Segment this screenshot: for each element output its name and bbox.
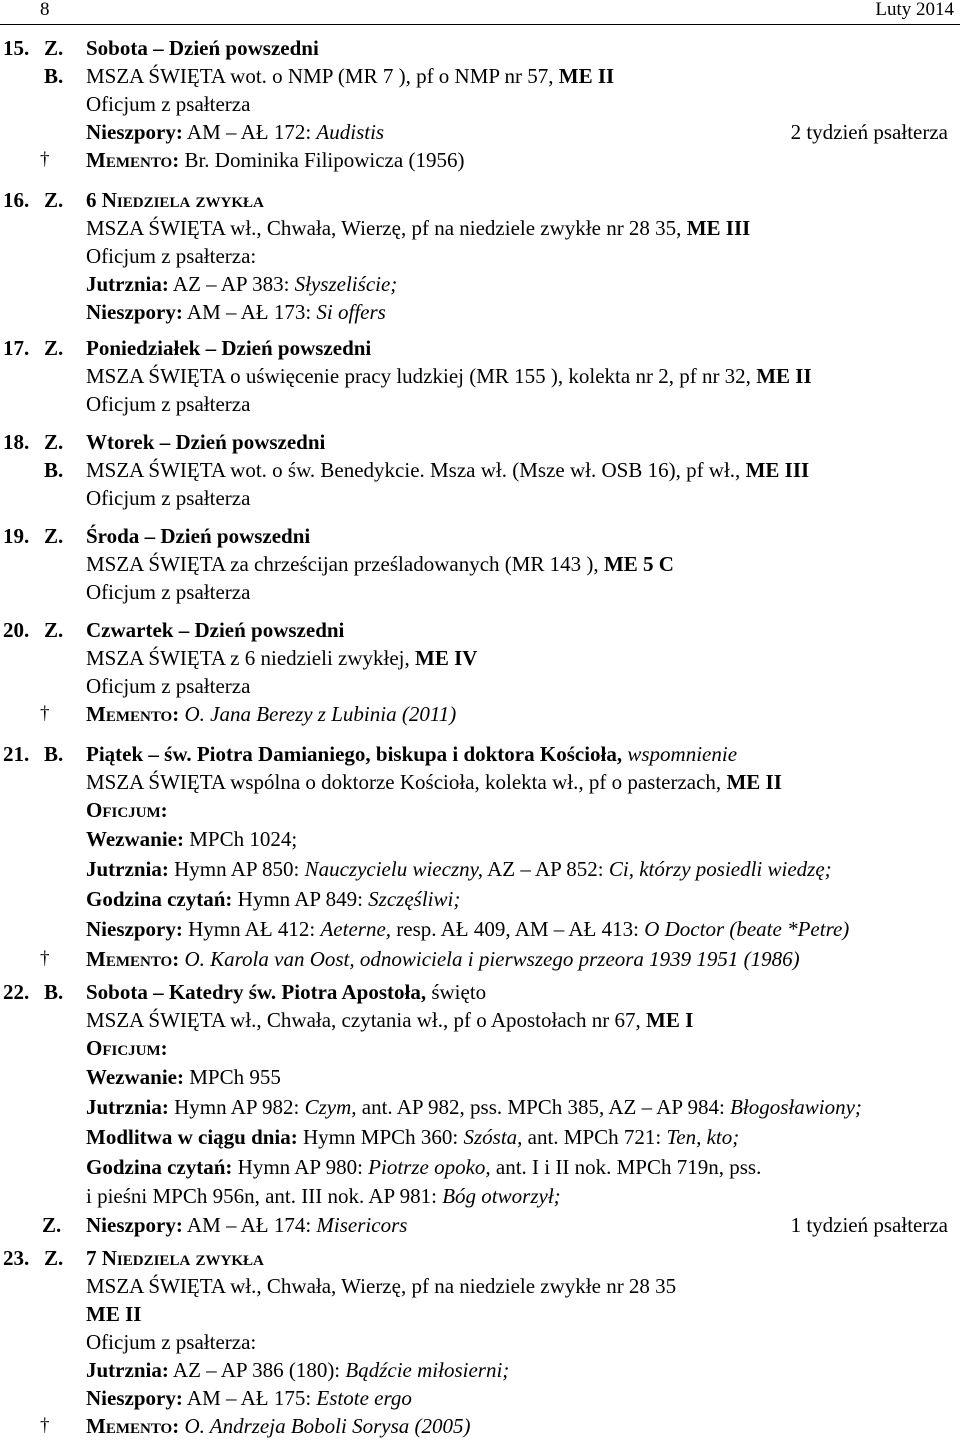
psalter-week: 1 tydzień psałterza: [790, 1213, 948, 1237]
color-code: Z.: [44, 36, 64, 60]
color-code: B.: [44, 742, 64, 766]
vespers-line: Nieszpory: AM – AŁ 175: Estote ergo: [86, 1386, 412, 1410]
color-code-alt: B.: [44, 458, 64, 482]
cross-icon: †: [40, 948, 50, 969]
vespers-line: Nieszpory: Hymn AŁ 412: Aeterne, resp. AŁ 409, AM – AŁ 413: O Doctor (beate *Petre): [86, 917, 850, 941]
day-number: 18.: [3, 430, 30, 454]
cross-icon: †: [40, 1415, 50, 1436]
memento-line: Memento: Br. Dominika Filipowicza (1956): [86, 148, 465, 172]
vespers-line: Nieszpory: AM – AŁ 173: Si offers: [86, 300, 386, 324]
day-number: 15.: [3, 36, 30, 60]
color-code: Z.: [44, 1246, 64, 1270]
cross-icon: †: [40, 703, 50, 724]
color-code: B.: [44, 980, 64, 1004]
psalter-week: 2 tydzień psałterza: [790, 120, 948, 144]
day-title: Poniedziałek – Dzień powszedni: [86, 336, 372, 360]
office-line: Oficjum z psałterza:: [86, 1330, 257, 1354]
cross-icon: †: [40, 149, 50, 170]
color-code: Z.: [44, 524, 64, 548]
color-code: Z.: [44, 188, 64, 212]
day-title: Piątek – św. Piotra Damianiego, biskupa i doktora Kościoła, wspomnienie: [86, 742, 738, 766]
day-title: Sobota – Katedry św. Piotra Apostoła, święto: [86, 980, 487, 1004]
mass-line: MSZA ŚWIĘTA wł., Chwała, Wierzę, pf na niedziele zwykłe nr 28 35, ME III: [86, 216, 751, 240]
day-number: 21.: [3, 742, 30, 766]
mass-line: MSZA ŚWIĘTA wot. o św. Benedykcie. Msza wł. (Msze wł. OSB 16), pf wł., ME III: [86, 458, 810, 482]
day-number: 20.: [3, 618, 30, 642]
lauds-line: Jutrznia: Hymn AP 850: Nauczycielu wieczny, AZ – AP 852: Ci, którzy posiedli wiedzę;: [86, 857, 832, 881]
day-title: Czwartek – Dzień powszedni: [86, 618, 345, 642]
office-line: Oficjum z psałterza:: [86, 244, 257, 268]
office-label: Oficjum:: [86, 798, 168, 822]
day-number: 22.: [3, 980, 30, 1004]
office-line: Oficjum z psałterza: [86, 580, 251, 604]
readings-line-cont: i pieśni MPCh 956n, ant. III nok. AP 981: Bóg otworzył;: [86, 1184, 561, 1208]
mass-edition: ME II: [86, 1302, 142, 1326]
vespers-line: Nieszpory: AM – AŁ 174: Misericors: [86, 1213, 408, 1237]
office-line: Oficjum z psałterza: [86, 392, 251, 416]
color-code: Z.: [44, 336, 64, 360]
page-number: 8: [40, 0, 50, 20]
memento-line: Memento: O. Andrzeja Boboli Sorysa (2005): [86, 1414, 471, 1438]
day-title: 7 Niedziela zwykła: [86, 1246, 264, 1270]
office-line: Oficjum z psałterza: [86, 486, 251, 510]
entry-23: [0, 1244, 960, 1440]
mass-line: MSZA ŚWIĘTA wspólna o doktorze Kościoła, kolekta wł., pf o pasterzach, ME II: [86, 770, 782, 794]
office-label: Oficjum:: [86, 1036, 168, 1060]
entry-22: [0, 978, 960, 1240]
day-title: Środa – Dzień powszedni: [86, 524, 311, 548]
day-number: 23.: [3, 1246, 30, 1270]
midday-line: Modlitwa w ciągu dnia: Hymn MPCh 360: Szósta, ant. MPCh 721: Ten, kto;: [86, 1125, 740, 1149]
lauds-line: Jutrznia: AZ – AP 383: Słyszeliście;: [86, 272, 398, 296]
entry-15: [0, 34, 960, 174]
memento-line: Memento: O. Jana Berezy z Lubinia (2011): [86, 702, 457, 726]
entry-20: [0, 616, 960, 728]
day-number: 17.: [3, 336, 30, 360]
entry-17: [0, 334, 960, 418]
mass-line: MSZA ŚWIĘTA z 6 niedzieli zwykłej, ME IV: [86, 646, 478, 670]
color-code-alt: Z.: [42, 1213, 62, 1237]
readings-line: Godzina czytań: Hymn AP 849: Szczęśliwi;: [86, 887, 461, 911]
day-title: Wtorek – Dzień powszedni: [86, 430, 326, 454]
invitatory-line: Wezwanie: MPCh 1024;: [86, 827, 298, 851]
color-code-alt: B.: [44, 64, 64, 88]
office-line: Oficjum z psałterza: [86, 674, 251, 698]
day-number: 16.: [3, 188, 30, 212]
readings-line: Godzina czytań: Hymn AP 980: Piotrze opoko, ant. I i II nok. MPCh 719n, pss.: [86, 1155, 762, 1179]
office-line: Oficjum z psałterza: [86, 92, 251, 116]
entry-19: [0, 522, 960, 606]
vespers-line: Nieszpory: AM – AŁ 172: Audistis: [86, 120, 385, 144]
memento-line: Memento: O. Karola van Oost, odnowiciela i pierwszego przeora 1939 1951 (1986): [86, 947, 800, 971]
lauds-line: Jutrznia: Hymn AP 982: Czym, ant. AP 982, pss. MPCh 385, AZ – AP 984: Błogosławiony;: [86, 1095, 862, 1119]
entry-21: [0, 740, 960, 974]
mass-line: MSZA ŚWIĘTA wot. o NMP (MR 7 ), pf o NMP nr 57, ME II: [86, 64, 615, 88]
day-title: 6 Niedziela zwykła: [86, 188, 264, 212]
day-number: 19.: [3, 524, 30, 548]
lauds-line: Jutrznia: AZ – AP 386 (180): Bądźcie miłosierni;: [86, 1358, 510, 1382]
entry-16: [0, 186, 960, 326]
color-code: Z.: [44, 430, 64, 454]
color-code: Z.: [44, 618, 64, 642]
invitatory-line: Wezwanie: MPCh 955: [86, 1065, 281, 1089]
day-title: Sobota – Dzień powszedni: [86, 36, 319, 60]
entry-18: [0, 428, 960, 512]
page-header: [0, 0, 960, 25]
mass-line: MSZA ŚWIĘTA o uświęcenie pracy ludzkiej (MR 155 ), kolekta nr 2, pf nr 32, ME II: [86, 364, 812, 388]
month-label: Luty 2014: [875, 0, 954, 20]
mass-line: MSZA ŚWIĘTA za chrześcijan prześladowanych (MR 143 ), ME 5 C: [86, 552, 674, 576]
mass-line: MSZA ŚWIĘTA wł., Chwała, Wierzę, pf na niedziele zwykłe nr 28 35: [86, 1274, 677, 1298]
mass-line: MSZA ŚWIĘTA wł., Chwała, czytania wł., pf o Apostołach nr 67, ME I: [86, 1008, 694, 1032]
